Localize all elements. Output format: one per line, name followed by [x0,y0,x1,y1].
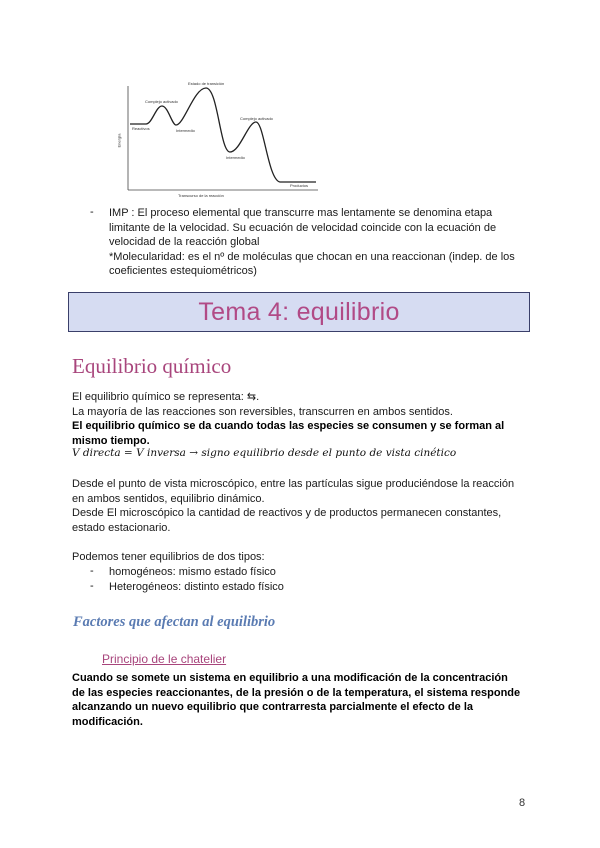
label-ylabel: Energía [116,133,122,148]
paragraph-representation: El equilibrio químico se representa: ⇆. [72,391,260,403]
micro-line-1: Desde el punto de vista microscópico, entre las partículas sigue produciéndose la reacción [72,478,515,490]
bold-definition-line-2: mismo tiempo. [72,434,150,447]
imp-line-1: IMP : El proceso elemental que transcurre mas lentamente se denomina etapa [109,207,493,219]
types-intro: Podemos tener equilibrios de dos tipos: [72,551,265,563]
imp-line-5: coeficientes estequiométricos) [109,265,257,278]
imp-line-3: velocidad de la reacción global [109,236,260,249]
imp-line-2: limitante de la velocidad. Su ecuación de velocidad coincide con la ecuación de [109,221,497,234]
energy-profile-svg [118,78,328,200]
label-ts-top: Estado de transición [188,81,225,86]
type-dash-2: - [90,579,94,592]
label-intermediate: Intermedio [176,128,195,133]
label-xlabel: Transcurso de la reacción [178,193,224,198]
label-intermediate-right: Intermedio [226,155,245,160]
energy-profile-figure [118,78,328,200]
imp-dash: - [90,206,94,218]
micro-line-3: Desde El microscópico la cantidad de reactivos y de productos permanecen constantes, [72,507,502,520]
label-ts-left: Complejo activado [145,99,178,104]
imp-line-4: *Molecularidad: es el nº de moléculas que chocan en una reaccionan (indep. de los [109,250,515,263]
section-title-equilibrio: Equilibrio químico [72,354,232,378]
label-ts-right: Complejo activado [240,116,273,121]
type-homogeneous: homogéneos: mismo estado físico [109,566,276,578]
micro-line-2: en ambos sentidos, equilibrio dinámico. [72,492,265,505]
topic-title: Tema 4: equilibrio [198,297,400,326]
type-dash-1: - [90,565,94,577]
page-number: 8 [519,797,526,809]
topic-banner [68,292,530,332]
micro-line-4: estado estacionario. [72,521,171,534]
equation-kinetic: V directa = V inversa → signo equilibrio desde el punto de vista cinético [72,447,457,459]
chatelier-line-4: modificación. [72,715,143,728]
label-reactants: Reactivos [132,126,150,131]
type-heterogeneous: Heterogéneos: distinto estado físico [109,580,284,593]
paragraph-reversible: La mayoría de las reacciones son reversibles, transcurren en ambos sentidos. [72,405,453,418]
section-title-factores: Factores que afectan al equilibrio [73,614,276,630]
subtitle-le-chatelier: Principio de le chatelier [102,652,227,666]
chatelier-line-3: alcanzando un nuevo equilibrio que contrarresta parcialmente el efecto de la [72,701,473,714]
bold-definition-line-1: El equilibrio químico se da cuando todas las especies se consumen y se forman al [72,420,505,433]
chatelier-line-2: de las especies reaccionantes, de la presión o de la temperatura, el sistema responde [72,686,521,699]
label-products: Productos [290,183,309,188]
chatelier-line-1: Cuando se somete un sistema en equilibrio a una modificación de la concentración [72,672,508,684]
